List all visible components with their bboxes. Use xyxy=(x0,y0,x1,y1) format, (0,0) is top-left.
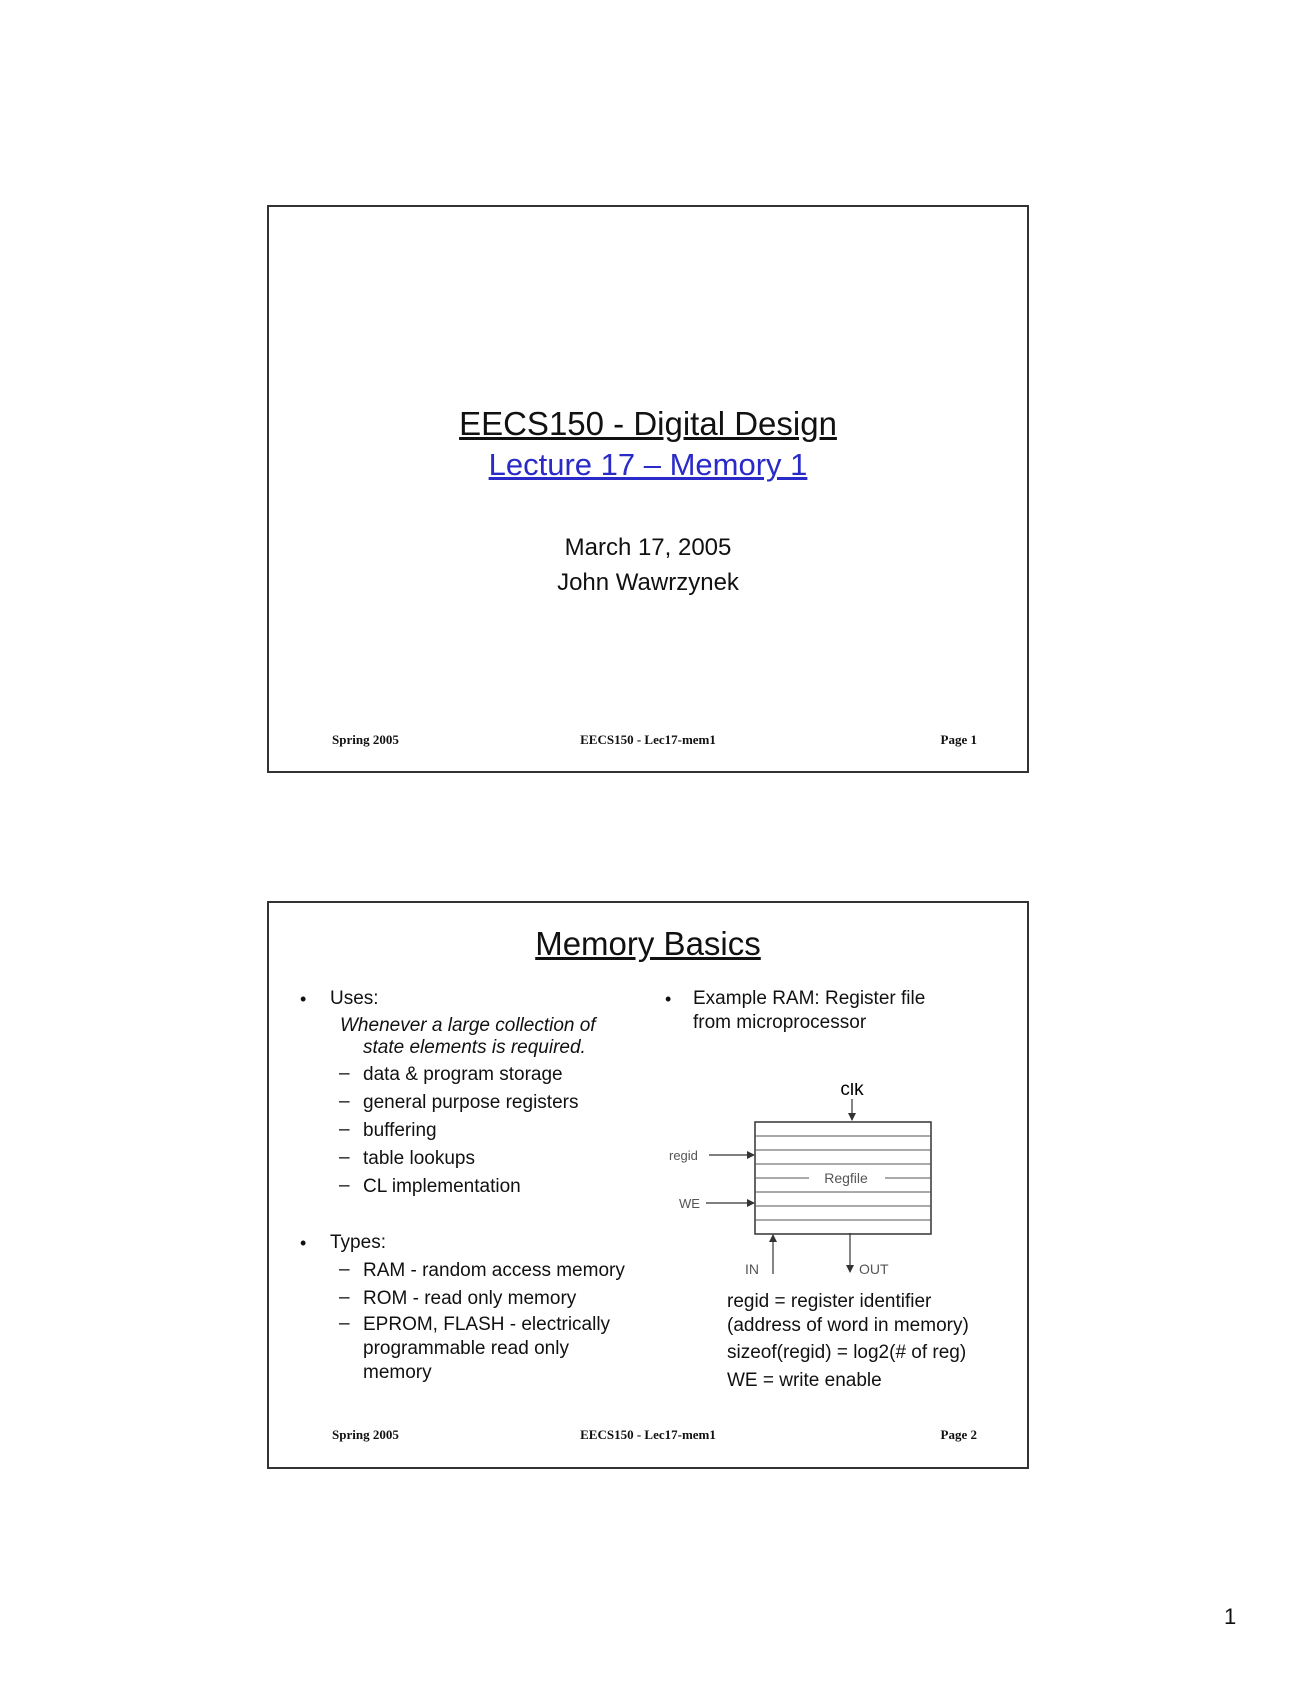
dash-icon: – xyxy=(339,1175,350,1196)
example-line2: from microprocessor xyxy=(693,1012,867,1033)
io-arrows xyxy=(739,1228,899,1278)
types-item-continued: programmable read only xyxy=(363,1338,569,1359)
types-item: EPROM, FLASH - electrically xyxy=(363,1314,611,1335)
dash-icon: – xyxy=(339,1259,350,1280)
uses-item: data & program storage xyxy=(363,1064,563,1085)
dash-icon: – xyxy=(339,1091,350,1112)
bullet-icon: • xyxy=(665,989,672,1009)
uses-item: buffering xyxy=(363,1120,437,1141)
uses-note-line2: state elements is required. xyxy=(363,1037,586,1058)
slide-1 xyxy=(267,205,1029,773)
definition-line: WE = write enable xyxy=(727,1370,882,1391)
types-item: ROM - read only memory xyxy=(363,1288,577,1309)
in-label: IN xyxy=(745,1261,759,1277)
lecture-author: John Wawrzynek xyxy=(557,569,739,596)
types-item: RAM - random access memory xyxy=(363,1260,625,1281)
footer-page: Page 2 xyxy=(940,1427,977,1442)
footer-course: EECS150 - Lec17-mem1 xyxy=(580,732,716,747)
regfile-diagram xyxy=(659,1083,949,1243)
types-heading: Types: xyxy=(330,1232,386,1253)
footer-term: Spring 2005 xyxy=(332,1427,399,1442)
footer-term: Spring 2005 xyxy=(332,732,399,747)
dash-icon: – xyxy=(339,1287,350,1308)
dash-icon: – xyxy=(339,1147,350,1168)
lecture-subtitle: Lecture 17 – Memory 1 xyxy=(488,447,808,482)
dash-icon: – xyxy=(339,1313,350,1334)
bullet-icon: • xyxy=(300,989,307,1009)
page-number: 1 xyxy=(1224,1604,1237,1629)
slide-title: Memory Basics xyxy=(535,925,761,962)
slide-footer xyxy=(269,1427,1027,1447)
uses-heading: Uses: xyxy=(330,988,379,1009)
dash-icon: – xyxy=(339,1063,350,1084)
definition-line: sizeof(regid) = log2(# of reg) xyxy=(727,1342,967,1363)
example-line1: Example RAM: Register file xyxy=(693,988,926,1009)
footer-course: EECS150 - Lec17-mem1 xyxy=(580,1427,716,1442)
footer-page: Page 1 xyxy=(940,732,977,747)
dash-icon: – xyxy=(339,1119,350,1140)
uses-item: CL implementation xyxy=(363,1176,521,1197)
bullet-icon: • xyxy=(300,1233,307,1253)
uses-note-line1: Whenever a large collection of xyxy=(340,1015,596,1036)
slide-2 xyxy=(267,901,1029,1469)
slide-title: EECS150 - Digital Design xyxy=(459,405,837,442)
regid-label: regid xyxy=(669,1148,698,1163)
types-item-continued: memory xyxy=(363,1362,432,1383)
uses-item: general purpose registers xyxy=(363,1092,579,1113)
uses-item: table lookups xyxy=(363,1148,475,1169)
definition-line: (address of word in memory) xyxy=(727,1315,969,1336)
lecture-date: March 17, 2005 xyxy=(564,534,732,561)
definition-line: regid = register identifier xyxy=(727,1291,932,1312)
regfile-label: Regfile xyxy=(824,1170,868,1186)
slide-footer xyxy=(269,732,1027,752)
we-label: WE xyxy=(679,1196,700,1211)
out-label: OUT xyxy=(859,1261,889,1277)
clk-label: clk xyxy=(840,1083,864,1100)
